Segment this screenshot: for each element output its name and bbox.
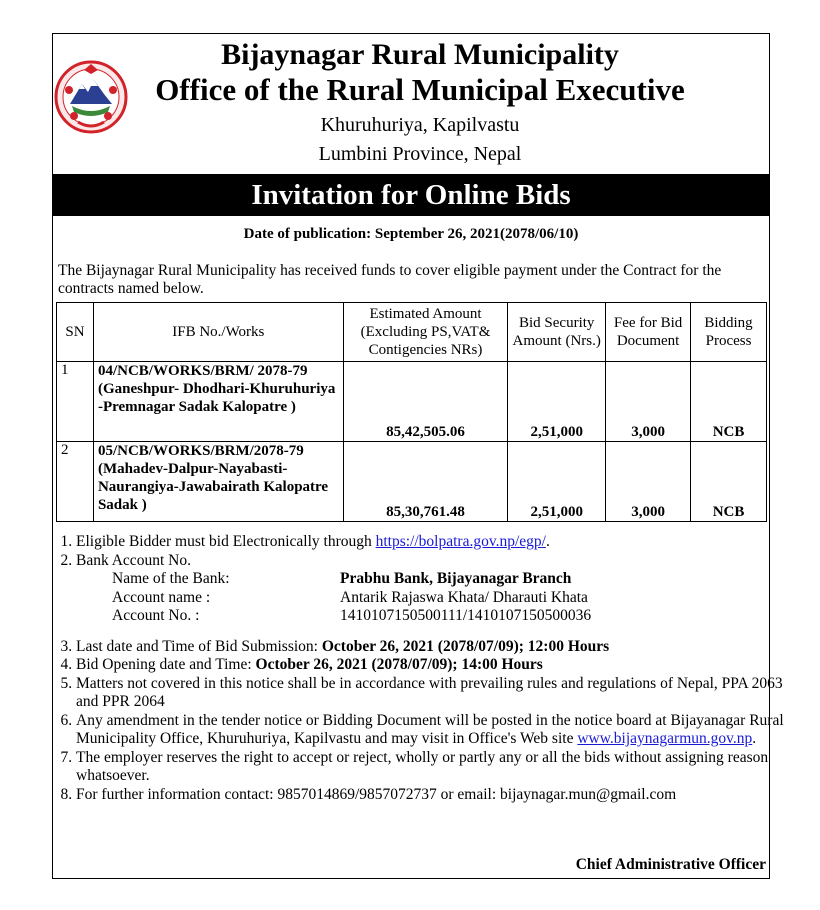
list-item <box>76 786 786 805</box>
intro-paragraph: The Bijaynagar Rural Municipality has received funds to cover eligible payment under the Contract for the contracts named below. <box>58 262 722 297</box>
cell-estimated: 85,30,761.48 <box>343 442 508 522</box>
list-item <box>76 552 786 638</box>
bank-name-label: Name of the Bank: <box>112 570 230 587</box>
note-2-text: Bank Account No. <box>76 551 191 569</box>
note-6-text: Any amendment in the tender notice or Bidding Document will be posted in the notice board at Bijayanagar Rural Municipality Office, Khuruhuriya, Kapilvastu and may visit in Office's Web site <box>76 711 784 747</box>
opening-datetime: October 26, 2021 (2078/07/09); 14:00 Hours <box>255 656 543 673</box>
bids-table <box>56 302 767 522</box>
list-item <box>76 712 786 749</box>
address-line-2: Lumbini Province, Nepal <box>318 143 522 165</box>
note-5-text: Matters not covered in this notice shall be in accordance with prevailing rules and regulations of Nepal, PPA 2063 and PPR 2064 <box>76 674 783 710</box>
table-row <box>57 442 767 522</box>
cell-estimated: 85,42,505.06 <box>343 362 508 442</box>
note-8-text: For further information contact: 9857014869/9857072737 or email: bijaynagar.mun@gmail.com <box>76 785 677 803</box>
list-item <box>76 533 786 552</box>
account-no-label: Account No. : <box>112 607 200 624</box>
note-1-end: . <box>545 533 550 550</box>
note-3-text: Last date and Time of Bid Submission: <box>76 637 322 655</box>
submission-deadline: October 26, 2021 (2078/07/09); 12:00 Hours <box>321 637 610 655</box>
address-line-1: Khuruhuriya, Kapilvastu <box>320 114 520 136</box>
bank-name-value: Prabhu Bank, Bijayanagar Branch <box>340 570 572 587</box>
list-item <box>76 675 786 712</box>
account-no-value: 1410107150500111/1410107150500036 <box>340 607 592 624</box>
list-item <box>76 656 786 675</box>
publication-date: Date of publication: September 26, 2021(2078/06/10) <box>243 226 579 242</box>
col-header-fee: Fee for Bid Document <box>606 303 691 362</box>
bolpatra-link[interactable]: https://bolpatra.gov.np/egp/ <box>375 533 546 550</box>
cell-security: 2,51,000 <box>508 442 606 522</box>
bank-details <box>112 570 786 626</box>
col-header-process: Bidding Process <box>691 303 767 362</box>
col-header-security: Bid Security Amount (Nrs.) <box>508 303 606 362</box>
cell-sn: 2 <box>57 442 94 522</box>
office-name: Office of the Rural Municipal Executive <box>155 72 685 107</box>
cell-fee: 3,000 <box>606 442 691 522</box>
note-7-text: The employer reserves the right to accept or reject, wholly or partly any or all the bids without assigning reason whatsoever. <box>76 748 769 784</box>
col-header-sn: SN <box>57 303 94 362</box>
table-header-row <box>57 303 767 362</box>
cell-security: 2,51,000 <box>508 362 606 442</box>
cell-process: NCB <box>691 362 767 442</box>
cell-sn: 1 <box>57 362 94 442</box>
signature-title: Chief Administrative Officer <box>575 856 766 873</box>
municipality-website-link[interactable]: www.bijaynagarmun.gov.np <box>577 730 753 747</box>
cell-process: NCB <box>691 442 767 522</box>
table-row <box>57 362 767 442</box>
list-item <box>76 749 786 786</box>
notes-list <box>56 533 786 804</box>
cell-works: 04/NCB/WORKS/BRM/ 2078-79 (Ganeshpur- Dhodhari-Khuruhuriya -Premnagar Sadak Kalopatre ) <box>93 362 343 442</box>
nepal-emblem-icon <box>54 60 128 134</box>
cell-fee: 3,000 <box>606 362 691 442</box>
cell-works: 05/NCB/WORKS/BRM/2078-79 (Mahadev-Dalpur-Nayabasti- Naurangiya-Jawabairath Kalopatre Sadak ) <box>93 442 343 522</box>
col-header-estimated: Estimated Amount (Excluding PS,VAT& Contigencies NRs) <box>343 303 508 362</box>
list-item <box>76 638 786 657</box>
account-name-label: Account name : <box>112 588 211 606</box>
note-1-text: Eligible Bidder must bid Electronically through <box>76 533 376 550</box>
col-header-works: IFB No./Works <box>93 303 343 362</box>
note-6-end: . <box>752 730 757 747</box>
account-name-value: Antarik Rajaswa Khata/ Dharauti Khata <box>340 588 588 606</box>
note-4-text: Bid Opening date and Time: <box>76 656 256 673</box>
notice-title-banner: Invitation for Online Bids <box>52 174 770 216</box>
municipality-name: Bijaynagar Rural Municipality <box>221 38 619 71</box>
